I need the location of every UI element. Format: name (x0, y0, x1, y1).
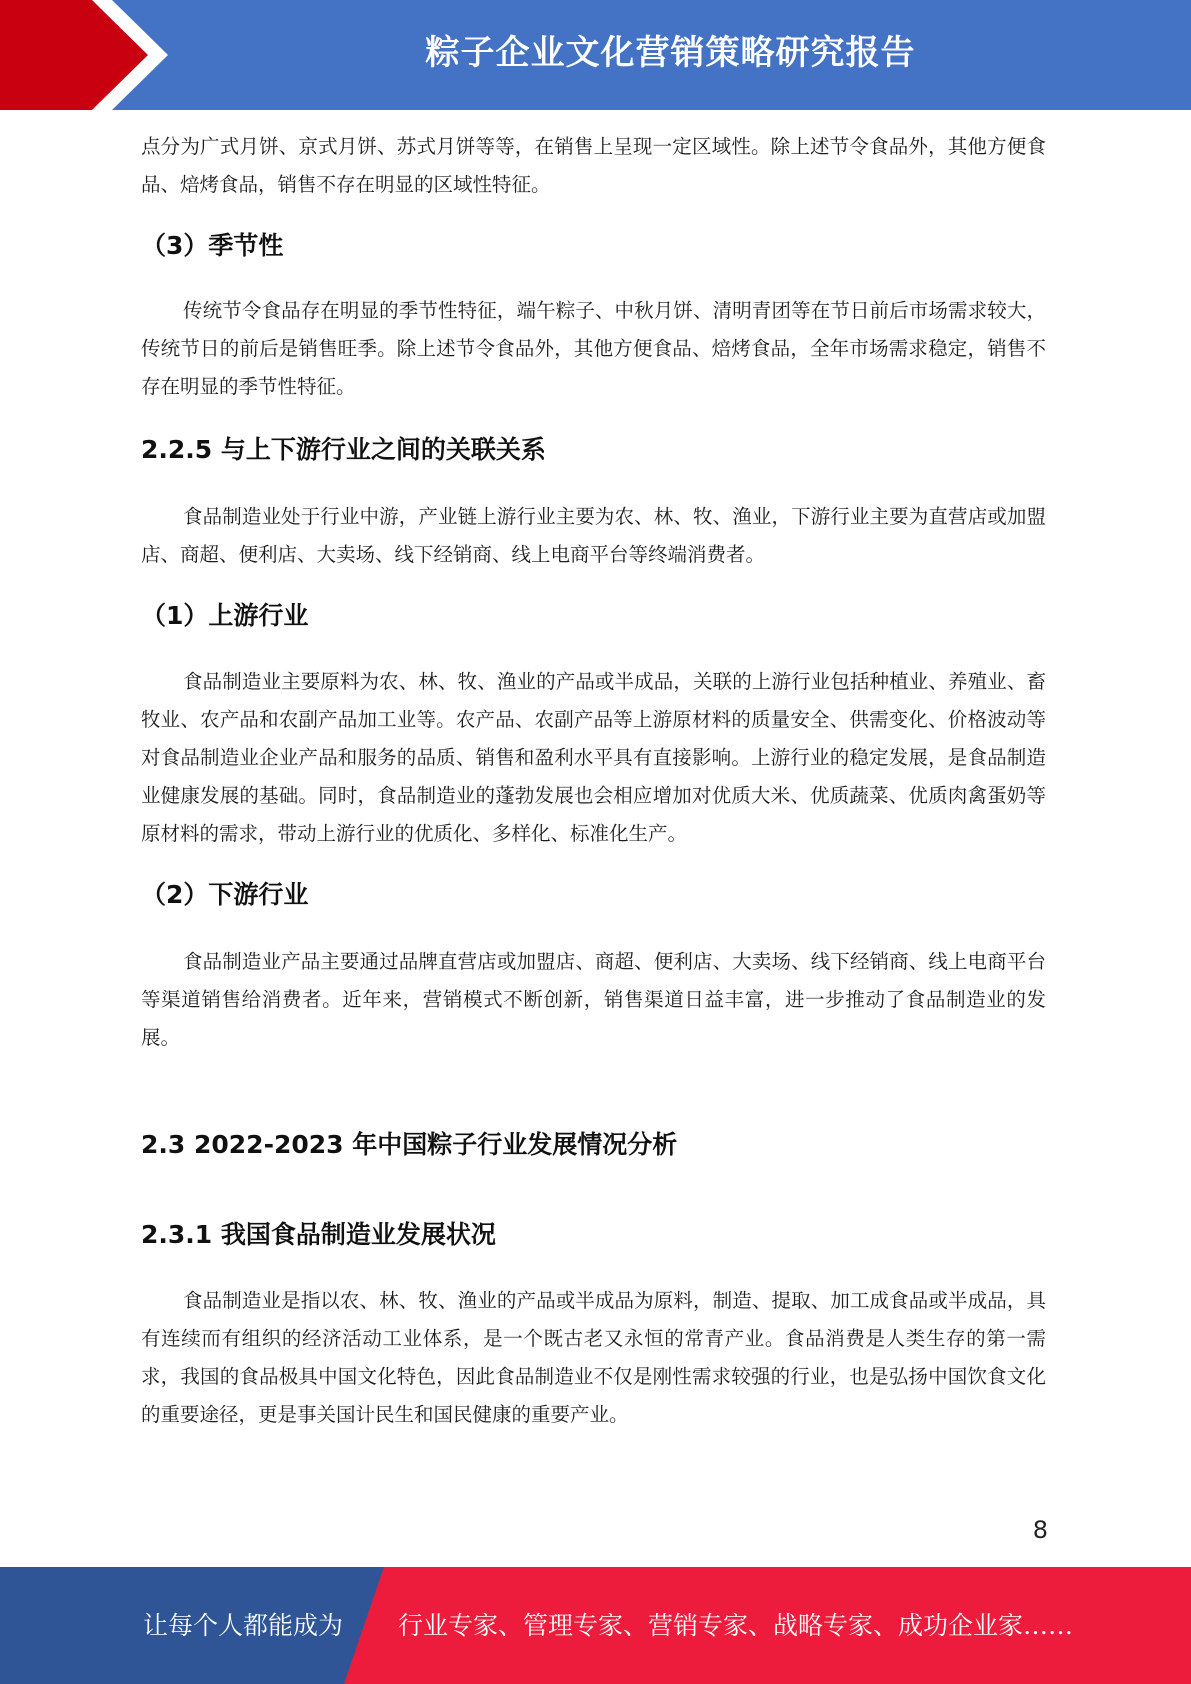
heading-2-3-1: 2.3.1 我国食品制造业发展状况 (141, 1220, 496, 1249)
page-footer (0, 1567, 1191, 1684)
page-header (0, 0, 1191, 110)
paragraph-seasonal: 传统节令食品存在明显的季节性特征，端午粽子、中秋月饼、清明青团等在节日前后市场需求较大，传统节日的前后是销售旺季。除上述节令食品外，其他方便食品、焙烤食品，全年市场需求稳定，销售不存在明显的季节性特征。 (141, 299, 1046, 398)
paragraph-upstream: 食品制造业主要原料为农、林、牧、渔业的产品或半成品，关联的上游行业包括种植业、养殖业、畜牧业、农产品和农副产品加工业等。农产品、农副产品等上游原材料的质量安全、供需变化、价格波动等对食品制造业企业产品和服务的品质、销售和盈利水平具有直接影响。上游行业的稳定发展，是食品制造业健康发展的基础。同时，食品制造业的蓬勃发展也会相应增加对优质大米、优质蔬菜、优质肉禽蛋奶等原材料的需求，带动上游行业的优质化、多样化、标准化生产。 (141, 670, 1046, 845)
heading-2-2-5: 2.2.5 与上下游行业之间的关联关系 (141, 435, 546, 464)
page-number: 8 (1032, 1516, 1048, 1544)
heading-seasonal: （3）季节性 (141, 231, 284, 260)
paragraph-downstream: 食品制造业产品主要通过品牌直营店或加盟店、商超、便利店、大卖场、线下经销商、线上电商平台等渠道销售给消费者。近年来，营销模式不断创新，销售渠道日益丰富，进一步推动了食品制造业的发展。 (141, 950, 1046, 1049)
report-title: 粽子企业文化营销策略研究报告 (425, 33, 916, 73)
paragraph-food-manufacturing: 食品制造业是指以农、林、牧、渔业的产品或半成品为原料，制造、提取、加工成食品或半成品，具有连续而有组织的经济活动工业体系，是一个既古老又永恒的常青产业。食品消费是人类生存的第一需求，我国的食品极具中国文化特色，因此食品制造业不仅是刚性需求较强的行业，也是弘扬中国饮食文化的重要途径，更是事关国计民生和国民健康的重要产业。 (141, 1289, 1046, 1426)
footer-slogan-left: 让每个人都能成为 (143, 1611, 344, 1640)
footer-slogan-right: 行业专家、管理专家、营销专家、战略专家、成功企业家…… (398, 1611, 1074, 1640)
paragraph-regional: 点分为广式月饼、京式月饼、苏式月饼等等，在销售上呈现一定区域性。除上述节令食品外，其他方便食品、焙烤食品，销售不存在明显的区域性特征。 (141, 135, 1046, 196)
document-body (141, 128, 1046, 1434)
paragraph-industry-chain: 食品制造业处于行业中游，产业链上游行业主要为农、林、牧、渔业，下游行业主要为直营店或加盟店、商超、便利店、大卖场、线下经销商、线上电商平台等终端消费者。 (141, 505, 1046, 566)
heading-downstream: （2）下游行业 (141, 880, 309, 909)
heading-2-3: 2.3 2022-2023 年中国粽子行业发展情况分析 (141, 1130, 678, 1159)
heading-upstream: （1）上游行业 (141, 601, 309, 630)
